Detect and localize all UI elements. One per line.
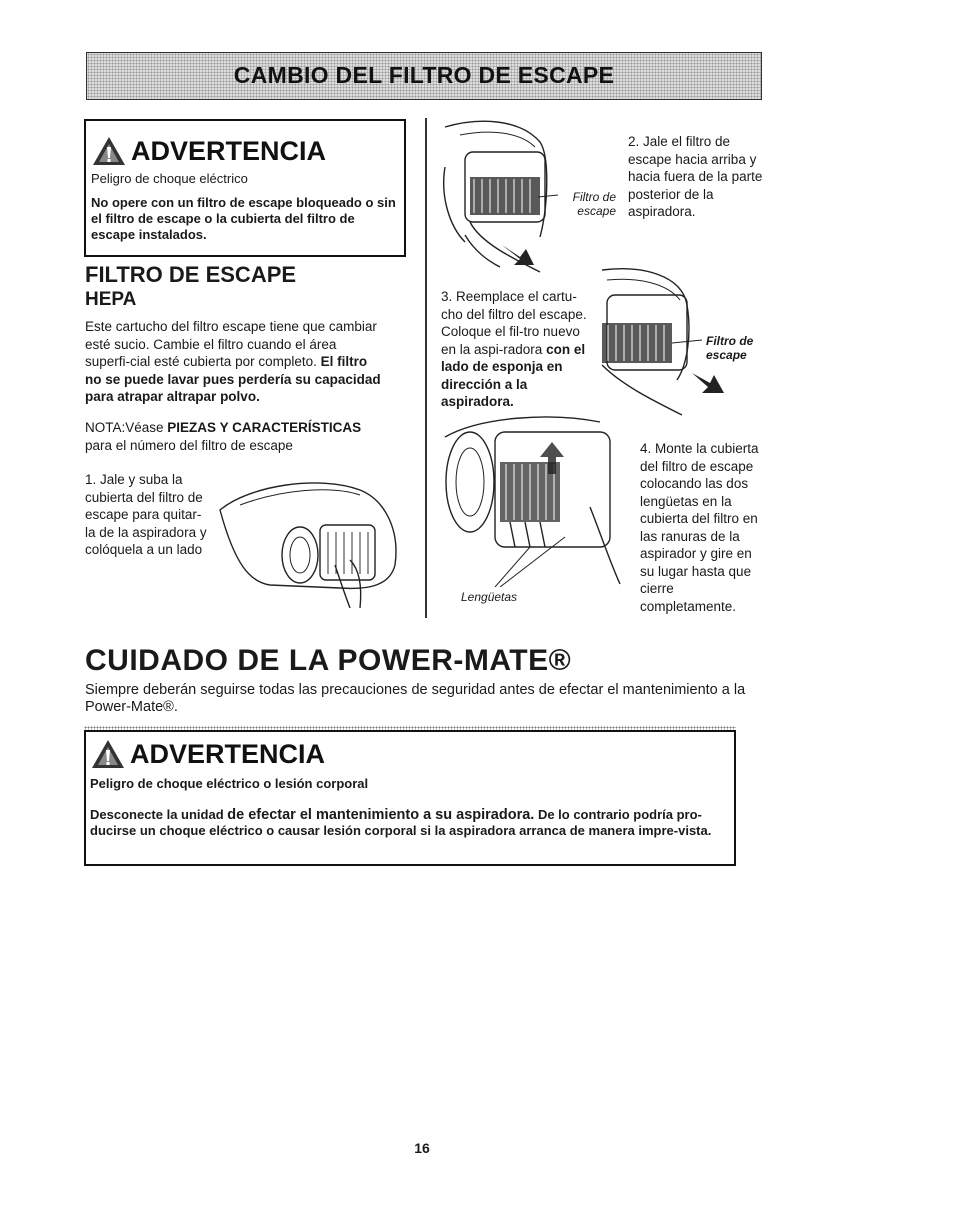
step-1-illustration	[210, 470, 405, 610]
filtro-intro	[85, 318, 385, 406]
warning-title: ADVERTENCIA	[130, 739, 326, 769]
warning-box-1	[84, 119, 406, 257]
warning-2-body-b: de efectar el mantenimiento a su aspiradora.	[227, 807, 535, 823]
step-3-text	[441, 288, 591, 411]
step-4-text: 4. Monte la cubierta del filtro de escape colocando las dos lengüetas en la cubierta del filtro en las ranuras de la aspirador y gire en su lugar hasta que cierre completamente.	[640, 441, 759, 614]
section-header-bar	[86, 52, 762, 100]
section-title: CAMBIO DEL FILTRO DE ESCAPE	[233, 62, 615, 88]
note-bold: PIEZAS Y CARACTERÍSTICAS	[167, 420, 362, 435]
cuidado-heading: CUIDADO DE LA POWER-MATE®	[85, 644, 572, 677]
caption-filtro-escape-2: Filtro de escape	[706, 334, 754, 362]
note-prefix: NOTA:Véase	[85, 420, 164, 435]
warning-2-body	[90, 807, 735, 839]
step-3-bold: con el lado de esponja en dirección a la aspiradora.	[441, 341, 586, 409]
step-2-text: 2. Jale el filtro de escape hacia arriba y hacia fuera de la parte posterior de la aspiradora.	[628, 134, 763, 219]
filtro-note	[85, 419, 385, 454]
filtro-intro-text: Este cartucho del filtro escape tiene que cambiar esté sucio. Cambie el filtro cuando el área superfi-cial esté cubierta por completo.	[85, 319, 377, 369]
warning-2-subtitle: Peligro de choque eléctrico o lesión corporal	[90, 776, 369, 791]
step-3-plain: 3. Reemplace el cartu-cho del filtro del escape. Coloque el fil-tro nuevo en la aspi-radora	[441, 289, 587, 357]
warning-heading-2	[90, 738, 325, 770]
filtro-heading: FILTRO DE ESCAPE	[85, 262, 297, 287]
warning-2-body-a: Desconecte la unidad	[90, 807, 224, 822]
warning-heading-1	[91, 135, 326, 167]
filtro-subheading: HEPA	[85, 289, 137, 310]
warning-triangle-icon	[90, 738, 126, 770]
caption-filtro-escape-1: Filtro de escape	[572, 190, 616, 218]
warning-triangle-icon	[91, 135, 127, 167]
page-number: 16	[414, 1140, 430, 1156]
filtro-intro-bold: El filtro no se puede lavar pues perdería su capacidad para atrapar altrapar polvo.	[85, 354, 381, 404]
column-divider	[425, 118, 427, 618]
note-rest: para el número del filtro de escape	[85, 437, 293, 453]
step-1-text: 1. Jale y suba la cubierta del filtro de escape para quitar-la de la aspiradora y colóquela a un lado	[85, 472, 207, 557]
warning-subtitle: Peligro de choque eléctrico	[91, 171, 248, 186]
caption-lenguetas: Lengüetas	[461, 590, 518, 604]
warning-body: No opere con un filtro de escape bloqueado o sin el filtro de escape o la cubierta del filtro de escape instalados.	[91, 195, 396, 242]
warning-box-2	[84, 730, 736, 866]
step-4-illustration	[440, 412, 635, 587]
warning-2-body-c: De lo contrario podría pro-ducirse un choque eléctrico o causar lesión corporal si la aspiradora arranca de manera impre-vista.	[90, 807, 712, 838]
cuidado-body: Siempre deberán seguirse todas las precauciones de seguridad antes de efectar el mantenimiento a la Power-Mate®.	[85, 682, 746, 715]
warning-title: ADVERTENCIA	[131, 136, 327, 166]
